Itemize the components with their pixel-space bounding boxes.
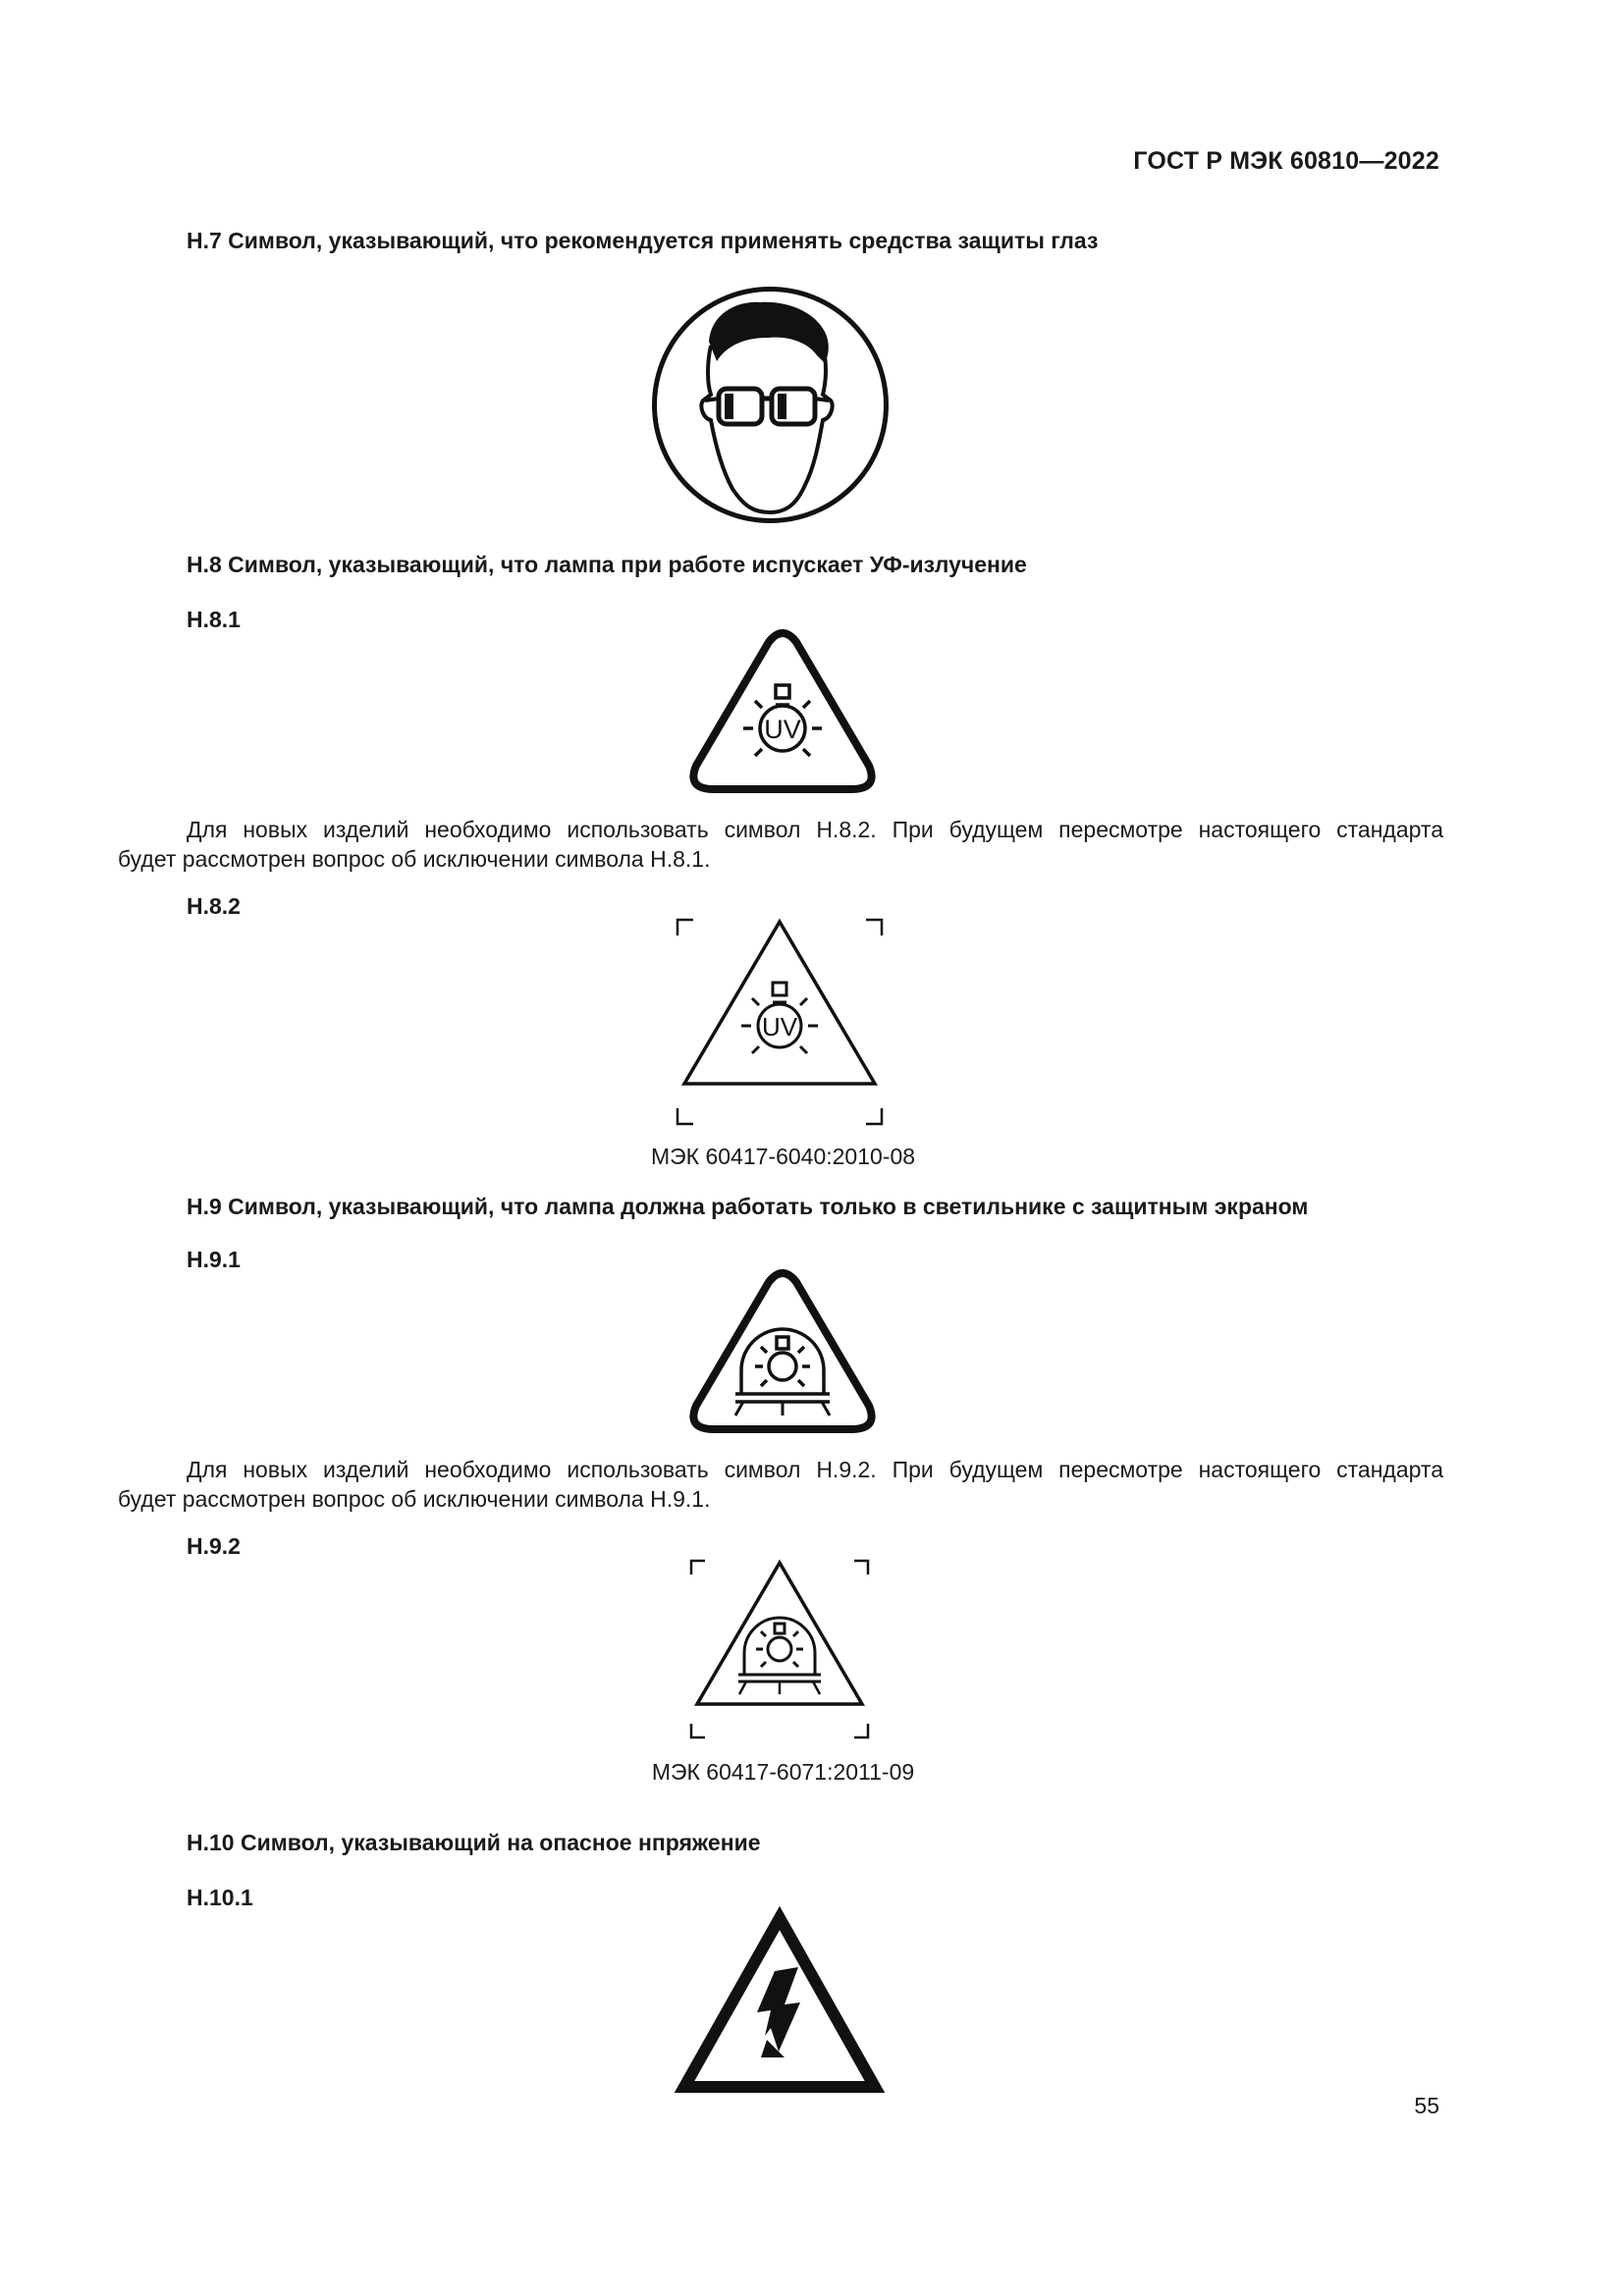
document-standard-header: ГОСТ Р МЭК 60810—2022	[1133, 147, 1439, 175]
section-h10-heading: H.10 Символ, указывающий на опасное нпряжение	[187, 1830, 761, 1855]
section-h8-1-label: H.8.1	[187, 607, 241, 632]
section-h9-1-label: H.9.1	[187, 1247, 241, 1272]
shielded-luminaire-symbol-iec	[689, 1559, 870, 1739]
uv-radiation-symbol-iec	[676, 918, 884, 1126]
uv-radiation-symbol-rounded	[684, 628, 881, 797]
section-h8-2-label: H.8.2	[187, 893, 241, 919]
section-h9-note	[118, 1455, 1443, 1514]
section-h9-2-label: H.9.2	[187, 1533, 241, 1559]
section-h8-note-line2: будет рассмотрен вопрос об исключении символа H.8.1.	[118, 846, 711, 872]
uv-label: UV	[761, 1012, 798, 1041]
uv-label: UV	[764, 715, 801, 744]
section-h7-heading: H.7 Символ, указывающий, что рекомендуется применять средства защиты глаз	[187, 228, 1099, 253]
section-h10-1-label: H.10.1	[187, 1885, 253, 1910]
section-h8-note	[118, 815, 1443, 874]
shielded-luminaire-symbol-rounded	[684, 1268, 881, 1437]
section-h8-note-line1: Для новых изделий необходимо использовать символ H.8.2. При будущем пересмотре настоящего стандарта	[187, 817, 1443, 842]
section-h8-heading: H.8 Символ, указывающий, что лампа при работе испускает УФ-излучение	[187, 552, 1027, 577]
high-voltage-symbol	[680, 1914, 879, 2091]
section-h9-caption: МЭК 60417-6071:2011-09	[651, 1759, 915, 1785]
page-number: 55	[1414, 2093, 1439, 2118]
section-h9-heading: H.9 Символ, указывающий, что лампа должна работать только в светильнике с защитным экраном	[187, 1194, 1309, 1219]
section-h9-note-line1: Для новых изделий необходимо использовать символ H.9.2. При будущем пересмотре настоящего стандарта	[187, 1457, 1443, 1482]
section-h9-note-line2: будет рассмотрен вопрос об исключении символа H.9.1.	[118, 1486, 711, 1512]
eye-protection-symbol	[650, 285, 891, 525]
section-h8-caption: МЭК 60417-6040:2010-08	[650, 1144, 916, 1169]
